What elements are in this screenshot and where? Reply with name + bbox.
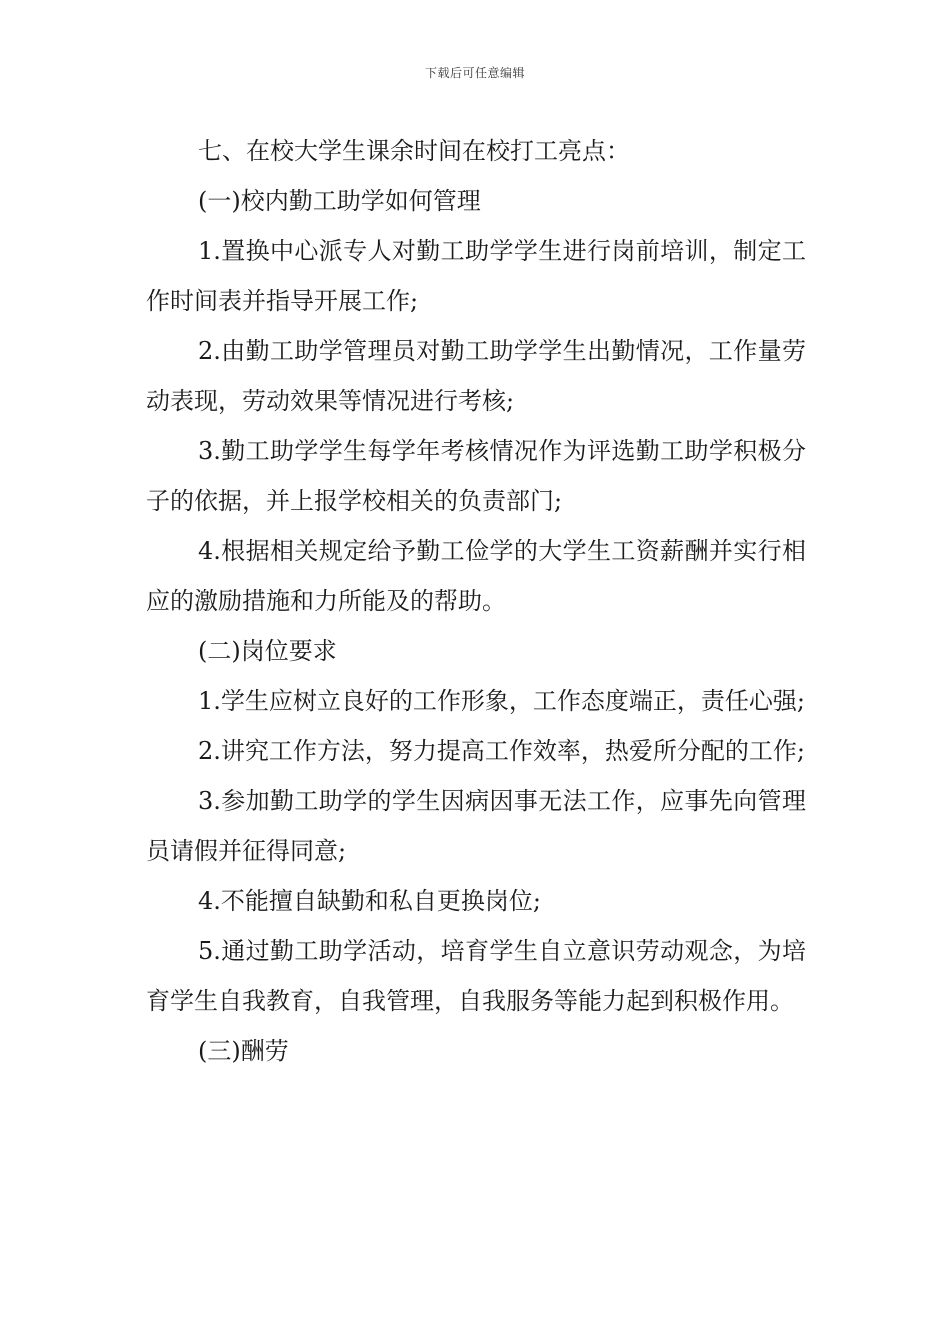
list-item-requirements-1: 1.学生应树立良好的工作形象，工作态度端正，责任心强; xyxy=(198,687,805,715)
document-body xyxy=(146,126,806,1076)
subheading-remuneration: (三)酬劳 xyxy=(198,1037,289,1065)
subheading-requirements: (二)岗位要求 xyxy=(198,637,337,665)
list-item-management-3: 3.勤工助学学生每学年考核情况作为评选勤工助学积极分子的依据，并上报学校相关的负责部门; xyxy=(146,437,806,515)
list-item-management-2: 2.由勤工助学管理员对勤工助学学生出勤情况，工作量劳动表现，劳动效果等情况进行考核; xyxy=(146,337,806,415)
list-item-management-4: 4.根据相关规定给予勤工俭学的大学生工资薪酬并实行相应的激励措施和力所能及的帮助。 xyxy=(146,537,806,615)
list-item-requirements-3: 3.参加勤工助学的学生因病因事无法工作，应事先向管理员请假并征得同意; xyxy=(146,787,806,865)
list-item-requirements-5: 5.通过勤工助学活动，培育学生自立意识劳动观念，为培育学生自我教育，自我管理，自我服务等能力起到积极作用。 xyxy=(146,937,806,1015)
subheading-management: (一)校内勤工助学如何管理 xyxy=(198,187,481,215)
section-heading-seven: 七、在校大学生课余时间在校打工亮点： xyxy=(198,137,630,165)
page-header-note: 下载后可任意编辑 xyxy=(424,66,525,80)
list-item-requirements-4: 4.不能擅自缺勤和私自更换岗位; xyxy=(198,887,541,915)
list-item-management-1: 1.置换中心派专人对勤工助学学生进行岗前培训，制定工作时间表并指导开展工作; xyxy=(146,237,806,315)
list-item-requirements-2: 2.讲究工作方法，努力提高工作效率，热爱所分配的工作; xyxy=(198,737,805,765)
